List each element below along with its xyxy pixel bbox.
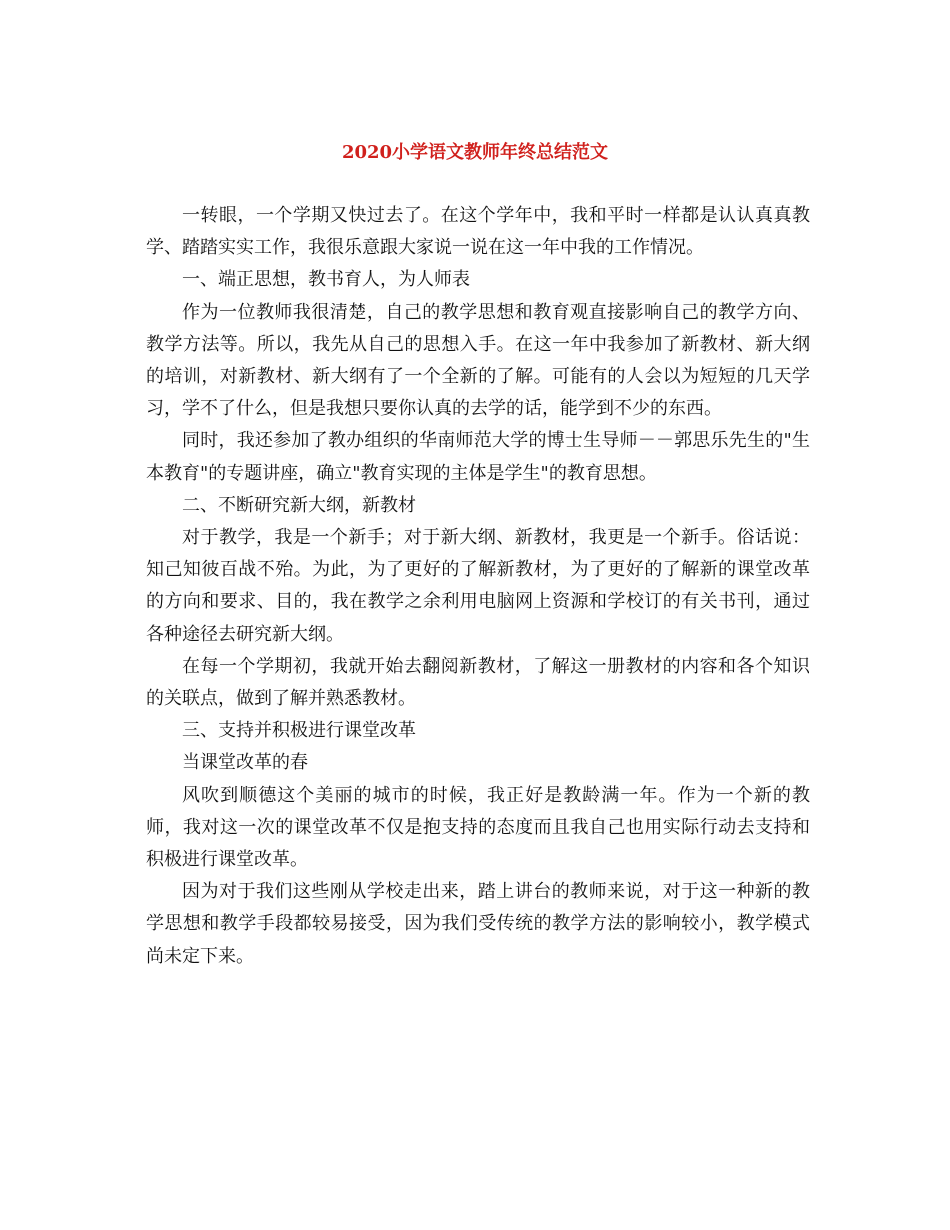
section-heading-2: 二、不断研究新大纲，新教材 [182,494,416,516]
document-title: 2020小学语文教师年终总结范文 [341,142,609,163]
paragraph-section3-a: 当课堂改革的春 [182,752,308,774]
paragraph-section3-b: 风吹到顺德这个美丽的城市的时候，我正好是教龄满一年。作为一个新的教师，我对这一次的课堂改革不仅是抱支持的态度而且我自己也用实际行动去支持和积极进行课堂改革。 [146,784,810,871]
paragraph-intro: 一转眼，一个学期又快过去了。在这个学年中，我和平时一样都是认认真真教学、踏踏实实工作，我很乐意跟大家说一说在这一年中我的工作情况。 [146,205,810,259]
paragraph-section1-a: 作为一位教师我很清楚，自己的教学思想和教育观直接影响自己的教学方向、教学方法等。所以，我先从自己的思想入手。在这一年中我参加了新教材、新大纲的培训，对新教材、新大纲有了一个全新的了解。可能有的人会以为短短的几天学习，学不了什么，但是我想只要你认真的去学的话，能学到不少的东西。 [146,301,810,420]
document-body [146,200,810,973]
section-heading-3: 三、支持并积极进行课堂改革 [182,720,416,742]
paragraph-section3-c: 因为对于我们这些刚从学校走出来，踏上讲台的教师来说，对于这一种新的教学思想和教学手段都较易接受，因为我们受传统的教学方法的影响较小，教学模式尚未定下来。 [146,881,810,967]
paragraph-section1-b: 同时，我还参加了教办组织的华南师范大学的博士生导师－－郭思乐先生的"生本教育"的专题讲座，确立"教育实现的主体是学生"的教育思想。 [146,430,810,484]
paragraph-section2-a: 对于教学，我是一个新手；对于新大纲、新教材，我更是一个新手。俗话说：知己知彼百战不殆。为此，为了更好的了解新教材，为了更好的了解新的课堂改革的方向和要求、目的，我在教学之余利用电脑网上资源和学校订的有关书刊，通过各种途径去研究新大纲。 [146,527,810,645]
paragraph-section2-b: 在每一个学期初，我就开始去翻阅新教材，了解这一册教材的内容和各个知识的关联点，做到了解并熟悉教材。 [146,655,810,710]
section-heading-1: 一、端正思想，教书育人，为人师表 [182,269,470,291]
